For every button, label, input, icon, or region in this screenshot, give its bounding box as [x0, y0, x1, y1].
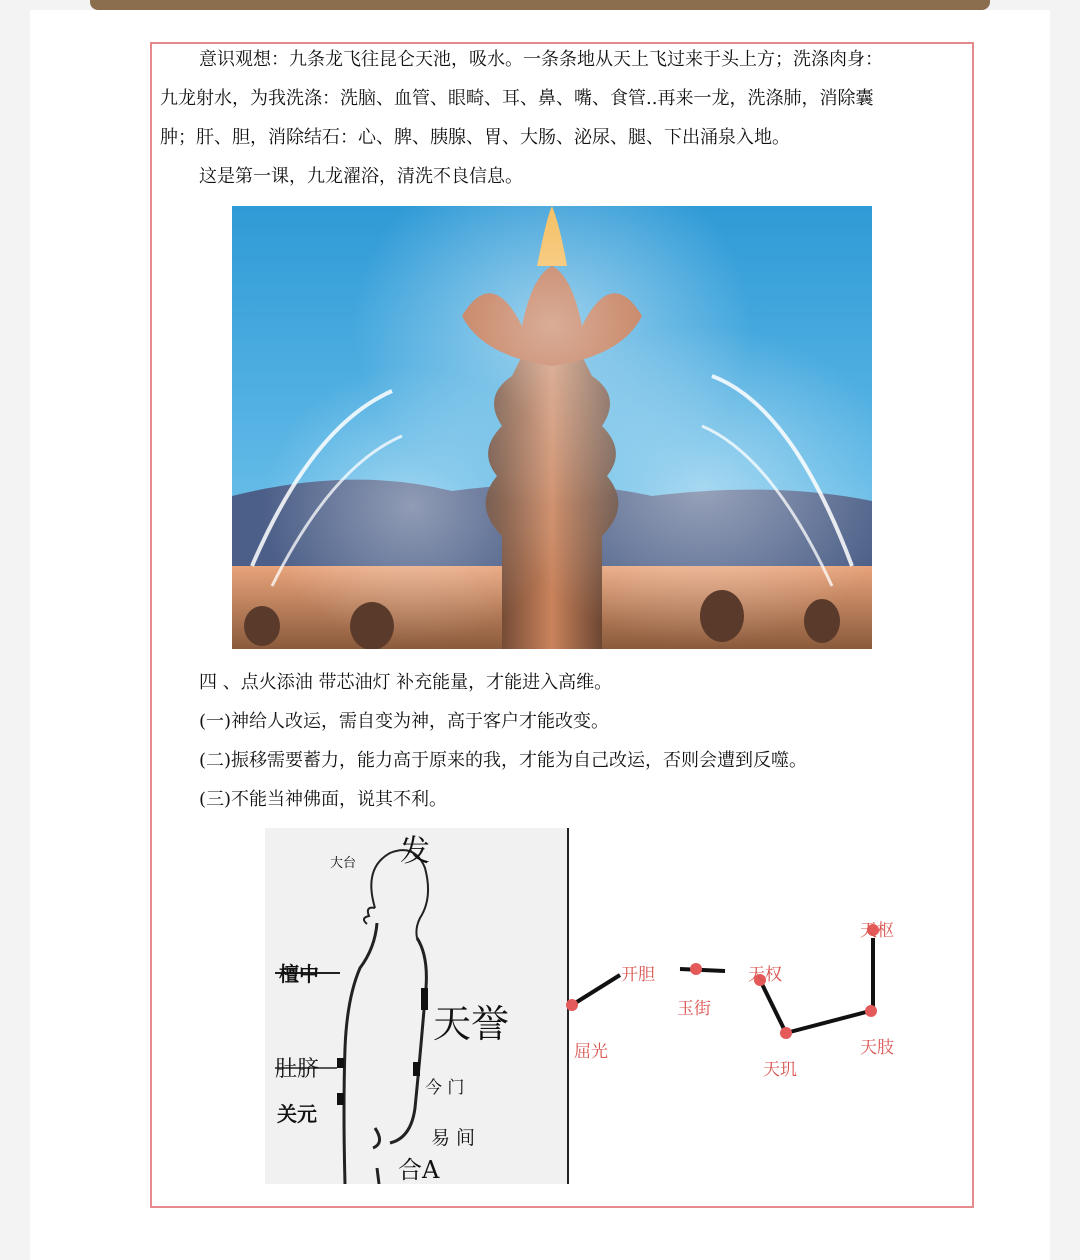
paragraph-line: 九龙射水，为我洗涤：洗脑、血管、眼畸、耳、鼻、嘴、食管..再来一龙，洗涤肺，消除囊	[160, 88, 874, 109]
section-heading: 四 、点火添油 带芯油灯 补充能量，才能进入高维。	[199, 672, 613, 693]
star-label-2: 开胆	[621, 965, 655, 985]
paragraph-line: 意识观想：九条龙飞往昆仑天池，吸水。一条条地从天上飞过来于头上方；洗涤肉身：	[199, 49, 883, 70]
diagram-label-waist: 今 门	[425, 1078, 465, 1098]
paragraph-line: 这是第一课，九龙濯浴，清洗不良信息。	[199, 166, 523, 187]
section-item: (三)不能当神佛面，说其不利。	[199, 789, 448, 810]
diagram-label-lower: 关元	[277, 1102, 317, 1126]
star-label-1: 屈光	[574, 1042, 608, 1062]
diagram-label-head: 大台	[330, 856, 357, 871]
star-map	[560, 900, 920, 1100]
diagram-label-bottom: 合A	[398, 1156, 440, 1184]
fountain-photo	[232, 206, 872, 649]
star-label-6: 天肢	[860, 1038, 894, 1058]
star-label-3: 玉街	[677, 999, 711, 1019]
paragraph-line: 肿；肝、胆，消除结石：心、脾、胰腺、胃、大肠、泌尿、腿、下出涌泉入地。	[160, 127, 790, 148]
diagram-label-navel: 肚脐	[275, 1057, 320, 1082]
star-label-4: 天权	[748, 965, 782, 985]
star-label-5: 天玑	[763, 1060, 797, 1080]
diagram-label-top: 发	[400, 834, 430, 869]
section-item: (二)振移需要蓄力，能力高于原来的我，才能为自己改运，否则会遭到反噬。	[199, 750, 808, 771]
section-item: (一)神给人改运，需自变为神，高于客户才能改变。	[199, 711, 610, 732]
top-decorative-bar	[90, 0, 990, 10]
star-label-7: 天枢	[860, 921, 894, 941]
diagram-label-neck: 檀中	[279, 962, 319, 986]
diagram-label-lower-right: 易 间	[431, 1127, 476, 1149]
body-meridian-diagram	[265, 828, 569, 1184]
diagram-label-chest: 天誉	[433, 1002, 510, 1046]
